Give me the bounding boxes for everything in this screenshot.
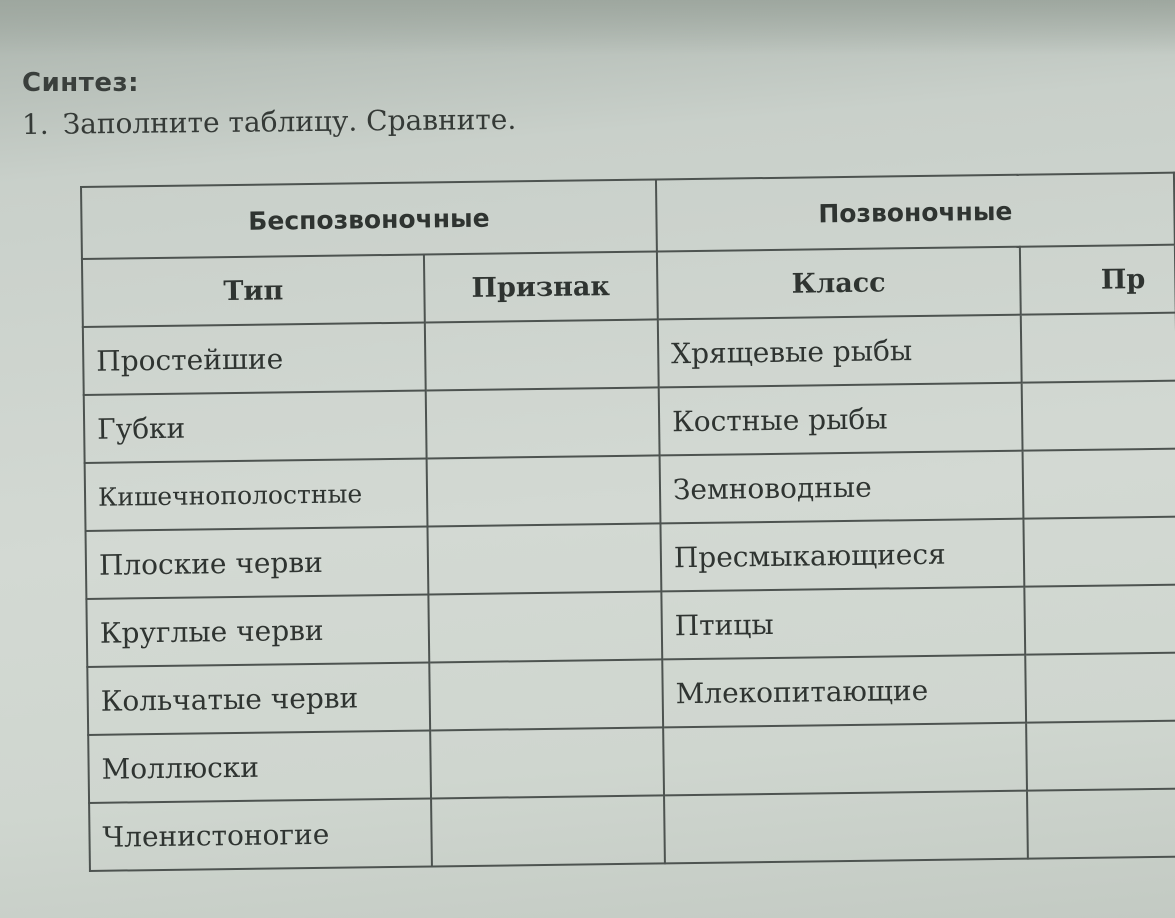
- vertebrate-trait-answer-cell[interactable]: [1020, 313, 1175, 383]
- type-cell: Кишечнополостные: [85, 458, 428, 530]
- vertebrate-trait-answer-cell[interactable]: [1027, 789, 1175, 859]
- trait-answer-cell[interactable]: [427, 523, 661, 594]
- task-number: 1.: [21, 107, 49, 141]
- class-cell: Птицы: [661, 587, 1025, 660]
- vertebrate-trait-answer-cell[interactable]: [1026, 721, 1175, 791]
- trait-answer-cell[interactable]: [429, 659, 663, 730]
- class-cell[interactable]: [663, 723, 1027, 796]
- comparison-table-wrapper: [80, 172, 1175, 872]
- vertebrate-trait-answer-cell[interactable]: [1024, 585, 1175, 655]
- vertebrate-trait-answer-cell[interactable]: [1023, 517, 1175, 587]
- type-cell: Губки: [84, 390, 427, 462]
- vertebrate-trait-answer-cell[interactable]: [1022, 449, 1175, 519]
- page-top-shadow: [0, 0, 1175, 55]
- vertebrate-trait-answer-cell[interactable]: [1025, 653, 1175, 723]
- trait-answer-cell[interactable]: [425, 319, 659, 390]
- trait-answer-cell[interactable]: [426, 455, 660, 526]
- type-cell: Круглые черви: [86, 594, 429, 666]
- class-cell: Костные рыбы: [659, 383, 1023, 456]
- type-cell: Моллюски: [88, 730, 431, 802]
- type-cell: Кольчатые черви: [87, 662, 430, 734]
- table-row: [89, 789, 1175, 871]
- column-header-trait-cut: Пр: [1020, 245, 1175, 315]
- section-heading: Синтез:: [22, 68, 139, 98]
- trait-answer-cell[interactable]: [430, 727, 664, 798]
- type-cell: Простейшие: [83, 323, 426, 395]
- column-header-class: Класс: [657, 247, 1021, 320]
- trait-answer-cell[interactable]: [426, 387, 660, 458]
- class-cell: Земноводные: [660, 451, 1024, 524]
- class-cell: Хрящевые рыбы: [658, 315, 1022, 388]
- trait-answer-cell[interactable]: [431, 795, 665, 866]
- type-cell: Плоские черви: [86, 526, 429, 598]
- group-header-vertebrates: Позвоночные: [656, 173, 1175, 252]
- column-header-trait: Признак: [424, 251, 658, 322]
- trait-answer-cell[interactable]: [428, 591, 662, 662]
- vertebrate-trait-answer-cell[interactable]: [1021, 381, 1175, 451]
- comparison-table: [80, 172, 1175, 872]
- type-cell: Членистоногие: [89, 798, 432, 870]
- task-text: Заполните таблицу. Сравните.: [62, 102, 517, 141]
- task-line: [22, 103, 517, 141]
- column-header-type: Тип: [82, 255, 425, 327]
- group-header-invertebrates: Беспозвоночные: [81, 179, 657, 259]
- class-cell[interactable]: [664, 791, 1028, 864]
- class-cell: Млекопитающие: [662, 655, 1026, 728]
- class-cell: Пресмыкающиеся: [660, 519, 1024, 592]
